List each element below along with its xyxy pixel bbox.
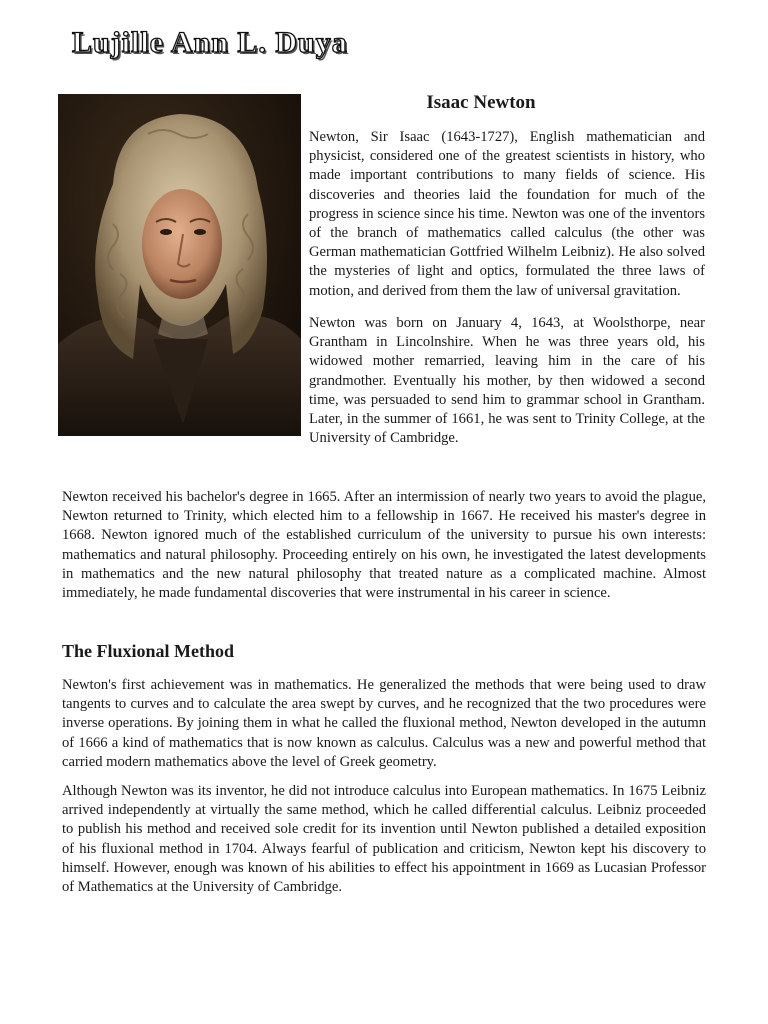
intro-paragraph: Newton, Sir Isaac (1643-1727), English mathematician and physicist, considered one of the greatest scientists in history, who made important contributions to many fields of science. His discoveries and theories laid the foundation for much of the progress in science since his time. Newton was one of the inventors of the branch of mathematics called calculus (the other was German mathematician Gottfried Wilhelm Leibniz). He also solved the mysteries of light and optics, formulated the three laws of motion, and derived from them the law of universal gravitation. xyxy=(309,129,705,299)
fluxional-paragraph: Newton's first achievement was in mathematics. He generalized the methods that were being used to draw tangents to curves and to calculate the area swept by curves, and he recognized that the two procedures were inverse operations. By joining them in what he called the fluxional method, Newton developed in the autumn of 1666 a kind of mathematics that is now known as calculus. Calculus was a new and powerful method that carried modern mathematics above the level of Greek geometry. xyxy=(62,677,706,770)
author-name: Lujille Ann L. Duya xyxy=(72,26,348,59)
article-title: Isaac Newton xyxy=(426,92,536,113)
section-heading: The Fluxional Method xyxy=(62,641,235,661)
newton-portrait-image xyxy=(58,94,301,436)
education-paragraph: Newton received his bachelor's degree in 1665. After an intermission of nearly two years to avoid the plague, Newton returned to Trinity, which elected him to a fellowship in 1667. He received his master's degree in 1668. Newton ignored much of the established curriculum of the university to pursue his own interests: mathematics and natural philosophy. Proceeding entirely on his own, he investigated the latest developments in mathematics and the new natural philosophy that treated nature as a complicated machine. Almost immediately, he made fundamental discoveries that were instrumental in his career in science. xyxy=(62,489,706,602)
early-life-paragraph: Newton was born on January 4, 1643, at Woolsthorpe, near Grantham in Lincolnshire. When he was three years old, his widowed mother remarried, leaving him in the care of his grandmother. Eventually his mother, by then widowed a second time, was persuaded to send him to grammar school in Grantham. Later, in the summer of 1661, he was sent to Trinity College, at the University of Cambridge. xyxy=(309,315,705,447)
calculus-priority-paragraph: Although Newton was its inventor, he did not introduce calculus into European mathematics. In 1675 Leibniz arrived independently at virtually the same method, which he called differential calculus. Leibniz proceeded to publish his method and received sole credit for its invention until Newton published a detailed exposition of his fluxional method in 1704. Always fearful of publication and criticism, Newton kept his discovery to himself. However, enough was known of his abilities to effect his appointment in 1669 as Lucasian Professor of Mathematics at the University of Cambridge. xyxy=(62,783,706,896)
